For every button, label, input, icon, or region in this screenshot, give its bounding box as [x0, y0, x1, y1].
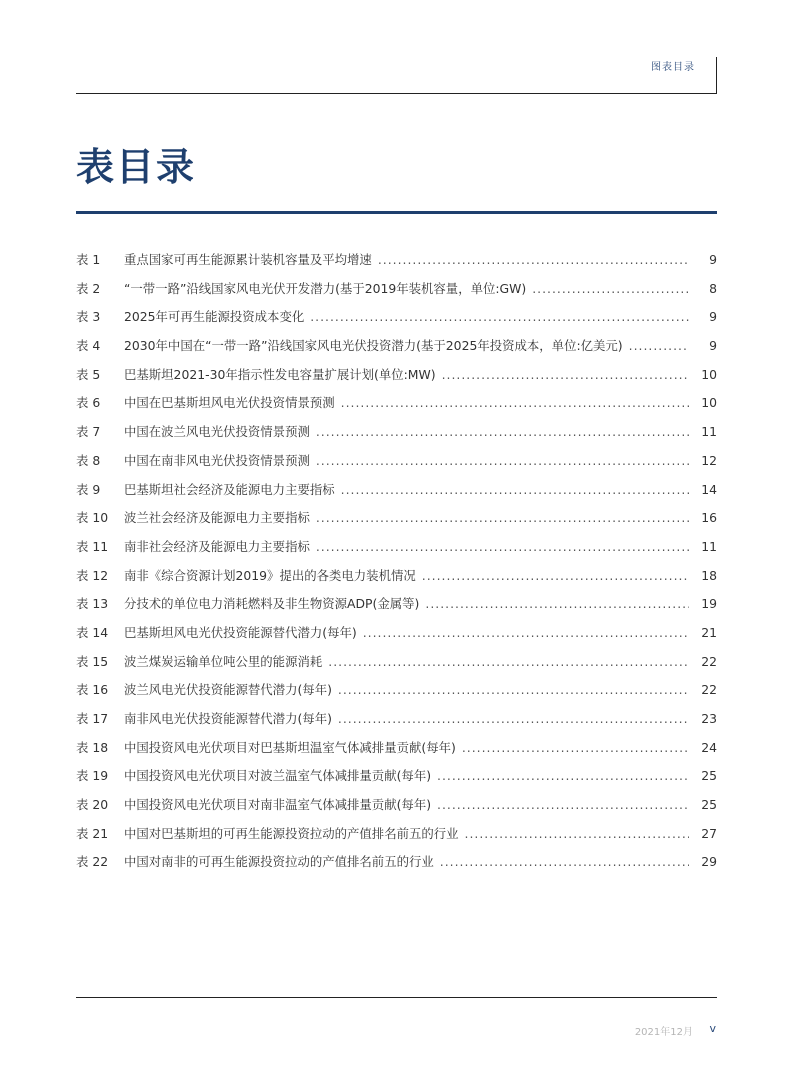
header-divider — [716, 57, 717, 94]
toc-leader-dots — [437, 797, 689, 812]
toc-entry[interactable] — [76, 451, 717, 480]
toc-entry-number: 表 16 — [76, 682, 109, 698]
toc-leader-dots — [363, 625, 689, 640]
toc-entry-title: 中国对巴基斯坦的可再生能源投资拉动的产值排名前五的行业 — [124, 825, 459, 841]
toc-leader-dots — [422, 568, 689, 583]
toc-entry[interactable] — [76, 307, 717, 336]
toc-entry-page: 16 — [701, 510, 717, 526]
toc-leader-dots — [437, 768, 689, 783]
toc-entry-title: 波兰煤炭运输单位吨公里的能源消耗 — [124, 653, 323, 669]
toc-leader-dots — [440, 854, 689, 869]
footer-date: 2021年12月 — [634, 1027, 693, 1038]
toc-entry-number: 表 12 — [76, 567, 109, 583]
toc-entry-number: 表 5 — [76, 366, 101, 382]
toc-entry[interactable] — [76, 480, 717, 509]
toc-entry-number: 表 4 — [76, 338, 101, 354]
toc-entry-number: 表 3 — [76, 309, 101, 325]
toc-leader-dots — [316, 510, 689, 525]
toc-entry-number: 表 11 — [76, 538, 109, 554]
footer-rule — [76, 997, 717, 998]
toc-entry-title: 南非风电光伏投资能源替代潜力(每年) — [124, 711, 332, 726]
toc-entry-title: 波兰风电光伏投资能源替代潜力(每年) — [124, 682, 332, 698]
toc-entry-title: 中国在南非风电光伏投资情景预测 — [124, 452, 310, 468]
toc-entry-title: 中国投资风电光伏项目对南非温室气体减排量贡献(每年) — [124, 797, 432, 813]
toc-entry-page: 19 — [701, 596, 717, 612]
toc-entry-title: 南非《综合资源计划2019》提出的各类电力装机情况 — [124, 567, 416, 583]
toc-entry-title: 分技术的单位电力消耗燃料及非生物资源ADP(金属等) — [124, 596, 420, 612]
toc-entry-title: 重点国家可再生能源累计装机容量及平均增速 — [124, 252, 372, 267]
toc-entry-page: 14 — [701, 481, 717, 497]
toc-leader-dots — [316, 539, 689, 554]
toc-entry-number: 表 22 — [76, 854, 109, 870]
toc-entry[interactable] — [76, 279, 717, 308]
toc-entry-page: 25 — [701, 797, 717, 813]
toc-leader-dots — [338, 711, 689, 726]
toc-leader-dots — [378, 252, 689, 267]
toc-entry-title: 中国在波兰风电光伏投资情景预测 — [124, 424, 310, 440]
running-header: 图表目录 — [651, 62, 695, 73]
toc-entry-number: 表 2 — [76, 280, 101, 296]
toc-entry[interactable] — [76, 680, 717, 709]
toc-entry-title: 巴基斯坦2021-30年指示性发电容量扩展计划(单位:MW) — [124, 366, 436, 382]
toc-entry[interactable] — [76, 422, 717, 451]
toc-entry-title: 波兰社会经济及能源电力主要指标 — [124, 510, 310, 526]
toc-leader-dots — [425, 596, 689, 611]
toc-entry-number: 表 15 — [76, 653, 109, 669]
toc-entry[interactable] — [76, 336, 717, 365]
toc-entry[interactable] — [76, 393, 717, 422]
toc-entry-page: 25 — [701, 768, 717, 784]
toc-entry-page: 22 — [701, 682, 717, 698]
toc-entry-title: 中国在巴基斯坦风电光伏投资情景预测 — [124, 395, 335, 411]
toc-entry-number: 表 14 — [76, 624, 109, 640]
toc-entry-page: 23 — [701, 711, 717, 726]
page-title: 表目录 — [76, 145, 197, 189]
toc-entry[interactable] — [76, 652, 717, 681]
toc-leader-dots — [341, 395, 689, 410]
title-rule — [76, 211, 717, 214]
toc-entry[interactable] — [76, 623, 717, 652]
toc-leader-dots — [341, 482, 689, 497]
toc-entry-number: 表 13 — [76, 596, 109, 612]
toc-entry-title: 中国投资风电光伏项目对波兰温室气体减排量贡献(每年) — [124, 768, 432, 784]
toc-entry[interactable] — [76, 852, 717, 881]
toc-entry[interactable] — [76, 508, 717, 537]
toc-leader-dots — [338, 682, 689, 697]
toc-leader-dots — [328, 654, 689, 669]
toc-leader-dots — [310, 309, 689, 324]
toc-entry[interactable] — [76, 594, 717, 623]
toc-entry-page: 18 — [701, 567, 717, 583]
toc-entry-number: 表 19 — [76, 768, 109, 784]
toc-entry[interactable] — [76, 365, 717, 394]
page-number: v — [709, 1022, 716, 1035]
toc-entry-number: 表 8 — [76, 452, 101, 468]
toc-entry-page: 24 — [701, 739, 717, 755]
toc-entry[interactable] — [76, 795, 717, 824]
toc-entry-page: 10 — [701, 395, 717, 411]
toc-entry-page: 11 — [701, 424, 717, 440]
toc-entry-page: 10 — [701, 366, 717, 382]
toc-entry[interactable] — [76, 824, 717, 853]
toc-entry-page: 9 — [709, 309, 717, 325]
toc-entry-title: 中国对南非的可再生能源投资拉动的产值排名前五的行业 — [124, 854, 434, 870]
toc-entry-number: 表 18 — [76, 739, 109, 755]
toc-entry-page: 22 — [701, 653, 717, 669]
toc-entry-number: 表 17 — [76, 711, 109, 726]
toc-entry-title: 2030年中国在“一带一路”沿线国家风电光伏投资潜力(基于2025年投资成本，单位:亿美元) — [124, 338, 623, 354]
toc-leader-dots — [532, 281, 689, 296]
toc-entry-number: 表 10 — [76, 510, 109, 526]
toc-entry-number: 表 6 — [76, 395, 101, 411]
toc-entry-number: 表 20 — [76, 797, 109, 813]
toc-leader-dots — [465, 826, 689, 841]
toc-entry[interactable] — [76, 250, 717, 279]
toc-entry-page: 11 — [701, 538, 717, 554]
header-rule — [76, 93, 717, 94]
table-of-contents — [76, 250, 717, 881]
toc-entry[interactable] — [76, 709, 717, 738]
toc-entry[interactable] — [76, 566, 717, 595]
toc-leader-dots — [462, 740, 689, 755]
toc-entry-page: 9 — [709, 252, 717, 267]
toc-leader-dots — [629, 338, 689, 353]
toc-entry-page: 9 — [709, 338, 717, 354]
toc-entry-page: 21 — [701, 624, 717, 640]
toc-entry-title: “一带一路”沿线国家风电光伏开发潜力(基于2019年装机容量，单位:GW) — [124, 280, 527, 296]
toc-entry-number: 表 21 — [76, 825, 109, 841]
toc-entry-title: 中国投资风电光伏项目对巴基斯坦温室气体减排量贡献(每年) — [124, 739, 456, 755]
toc-entry-page: 29 — [701, 854, 717, 870]
toc-entry-title: 巴基斯坦社会经济及能源电力主要指标 — [124, 481, 335, 497]
toc-entry-number: 表 1 — [76, 252, 101, 267]
toc-leader-dots — [442, 367, 689, 382]
toc-entry[interactable] — [76, 738, 717, 767]
toc-entry[interactable] — [76, 537, 717, 566]
toc-entry-title: 南非社会经济及能源电力主要指标 — [124, 538, 310, 554]
toc-entry[interactable] — [76, 766, 717, 795]
toc-entry-page: 12 — [701, 452, 717, 468]
toc-entry-number: 表 9 — [76, 481, 101, 497]
toc-entry-page: 27 — [701, 825, 717, 841]
toc-leader-dots — [316, 453, 689, 468]
toc-entry-title: 2025年可再生能源投资成本变化 — [124, 309, 305, 325]
toc-entry-page: 8 — [709, 280, 717, 296]
toc-leader-dots — [316, 424, 689, 439]
toc-entry-number: 表 7 — [76, 424, 101, 440]
toc-entry-title: 巴基斯坦风电光伏投资能源替代潜力(每年) — [124, 624, 357, 640]
